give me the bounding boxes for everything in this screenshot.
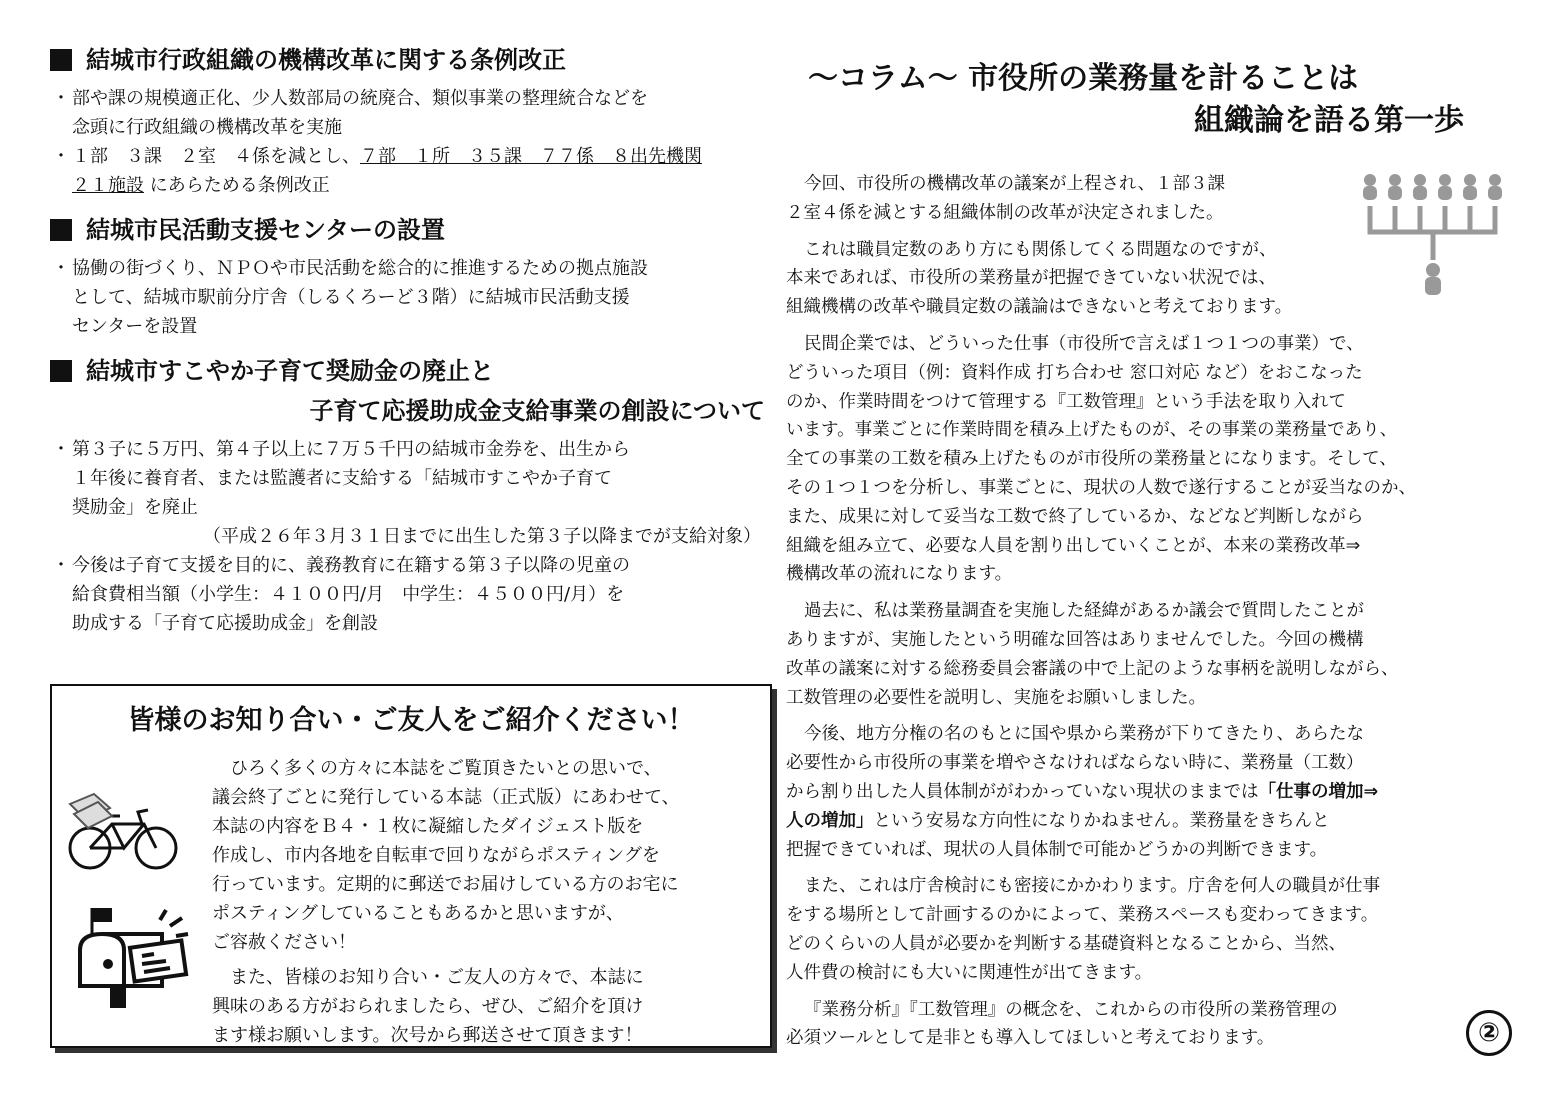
box-title: 皆様のお知り合い・ご友人をご紹介ください！: [127, 705, 695, 736]
left-column: [50, 44, 765, 638]
square-bullet-icon: [50, 219, 72, 241]
section-title-center: 結城市民活動支援センターの設置: [50, 214, 765, 246]
bullet-item: ・ 第３子に５万円、第４子以上に７万５千円の結城市金券を、出生から １年後に養育者、または監護者に支給する「結城市すこやか子育て 奨励金」を廃止 （平成２６年３月３１日までに出生した第３子以降までが支給対象）: [50, 435, 765, 551]
column-header: [786, 58, 1526, 142]
bullet-item: ・ 部や課の規模適正化、少人数部局の統廃合、類似事業の整理統合などを 念頭に行政組織の機構改革を実施: [50, 84, 765, 142]
bicycle-icon: [64, 790, 182, 876]
section-title-childcare-line2: 子育て応援助成金支給事業の創設について: [309, 397, 765, 425]
paragraph: また、これは庁舎検討にも密接にかかわります。庁舎を何人の職員が仕事 をする場所として計画するのかによって、業務スペースも変わってきます。 どのくらいの人員が必要かを判断する基礎資料となることから、当然、 人件費の検討にも大いに関連性が出てきます。: [786, 876, 1381, 983]
section-title-reform: 結城市行政組織の機構改革に関する条例改正: [50, 44, 765, 76]
column-subtitle: 組織論を語る第一歩: [1194, 103, 1464, 138]
paragraph: 今後、地方分権の名のもとに国や県から業務が下りてきたり、あらたな 必要性から市役所の事業を増やさなければならない時に、業務量（工数） から割り出した人員体制ががわかっていない現状のままでは「仕事の増加⇒ 人の増加」という安易な方向性になりかねません。業務量をきちんと 把握できていれば、現状の人員体制で可能かどうかの判断できます。: [786, 724, 1379, 860]
bullet-item: ・ １部 ３課 ２室 ４係を減とし、７部 １所 ３５課 ７７係 ８出先機関 ２１施設 にあらためる条例改正: [50, 142, 765, 200]
paragraph: 『業務分析』『工数管理』の概念を、これからの市役所の業務管理の 必須ツールとして是非とも導入してほしいと考えております。: [786, 999, 1338, 1049]
mailbox-icon: [70, 906, 190, 1010]
note: （平成２６年３月３１日までに出生した第３子以降までが支給対象）: [203, 526, 761, 547]
column-body: [786, 170, 1416, 1061]
bullet-item: ・ 今後は子育て支援を目的に、義務教育に在籍する第３子以降の児童の 給食費相当額（小学生：４１００円/月 中学生：４５００円/月）を 助成する「子育て応援助成金」を創設: [50, 551, 765, 638]
page-number: ②: [1466, 1010, 1512, 1056]
section-title-childcare: 結城市すこやか子育て奨励金の廃止と: [50, 355, 765, 387]
bullet-item: ・ 協働の街づくり、ＮＰＯや市民活動を総合的に推進するための拠点施設 として、結城市駅前分庁舎（しるくろーど３階）に結城市民活動支援 センターを設置: [50, 254, 765, 341]
column-title: ～コラム～ 市役所の業務量を計ることは: [808, 61, 1359, 96]
paragraph: 過去に、私は業務量調査を実施した経緯があるか議会で質問したことが ありますが、実施したという明確な回答はありませんでした。今回の機構 改革の議案に対する総務委員会審議の中で上記のような事柄を説明しながら、 工数管理の必要性を説明し、実施をお願いしました。: [786, 601, 1399, 708]
square-bullet-icon: [50, 49, 72, 71]
box-body: ひろく多くの方々に本誌をご覧頂きたいとの思いで、 議会終了ごとに発行している本誌（正式版）にあわせて、 本誌の内容をＢ４・１枚に凝縮したダイジェスト版を 作成し、市内各地を自転車で回りながらポスティングを 行っています。定期的に郵送でお届けしている方のお宅に ポスティングしていることもあるかと思いますが、 ご容赦ください！ また、皆様のお知り合い・ご友人の方々で、本誌に 興味のある方がおられましたら、ぜひ、ご紹介を頂け ます様お願いします。次号から郵送させて頂きます！: [212, 758, 680, 1046]
paragraph: 民間企業では、どういった仕事（市役所で言えば１つ１つの事業）で、 どういった項目（例：資料作成 打ち合わせ 窓口対応 など）をおこなった のか、作業時間をつけて管理する『工数管理』という手法を取り入れて います。事業ごとに作業時間を積み上げたものが、その事業の業務量であり、 全ての事業の工数を積み上げたものが市役所の業務量とになります。そして、 その１つ１つを分析し、事業ごとに、現状の人数で遂行することが妥当なのか、 また、成果に対して妥当な工数で終了しているか、などなど判断しながら 組織を組み立て、必要な人員を割り出していくことが、本来の業務改革⇒ 機構改革の流れになります。: [786, 333, 1416, 585]
square-bullet-icon: [50, 360, 72, 382]
paragraph: 今回、市役所の機構改革の議案が上程され、１部３課 ２室４係を減とする組織体制の改革が決定されました。: [786, 174, 1226, 223]
paragraph: これは職員定数のあり方にも関係してくる問題なのですが、 本来であれば、市役所の業務量が把握できていない状況では、 組織機構の改革や職員定数の議論はできないと考えております。: [786, 239, 1293, 318]
